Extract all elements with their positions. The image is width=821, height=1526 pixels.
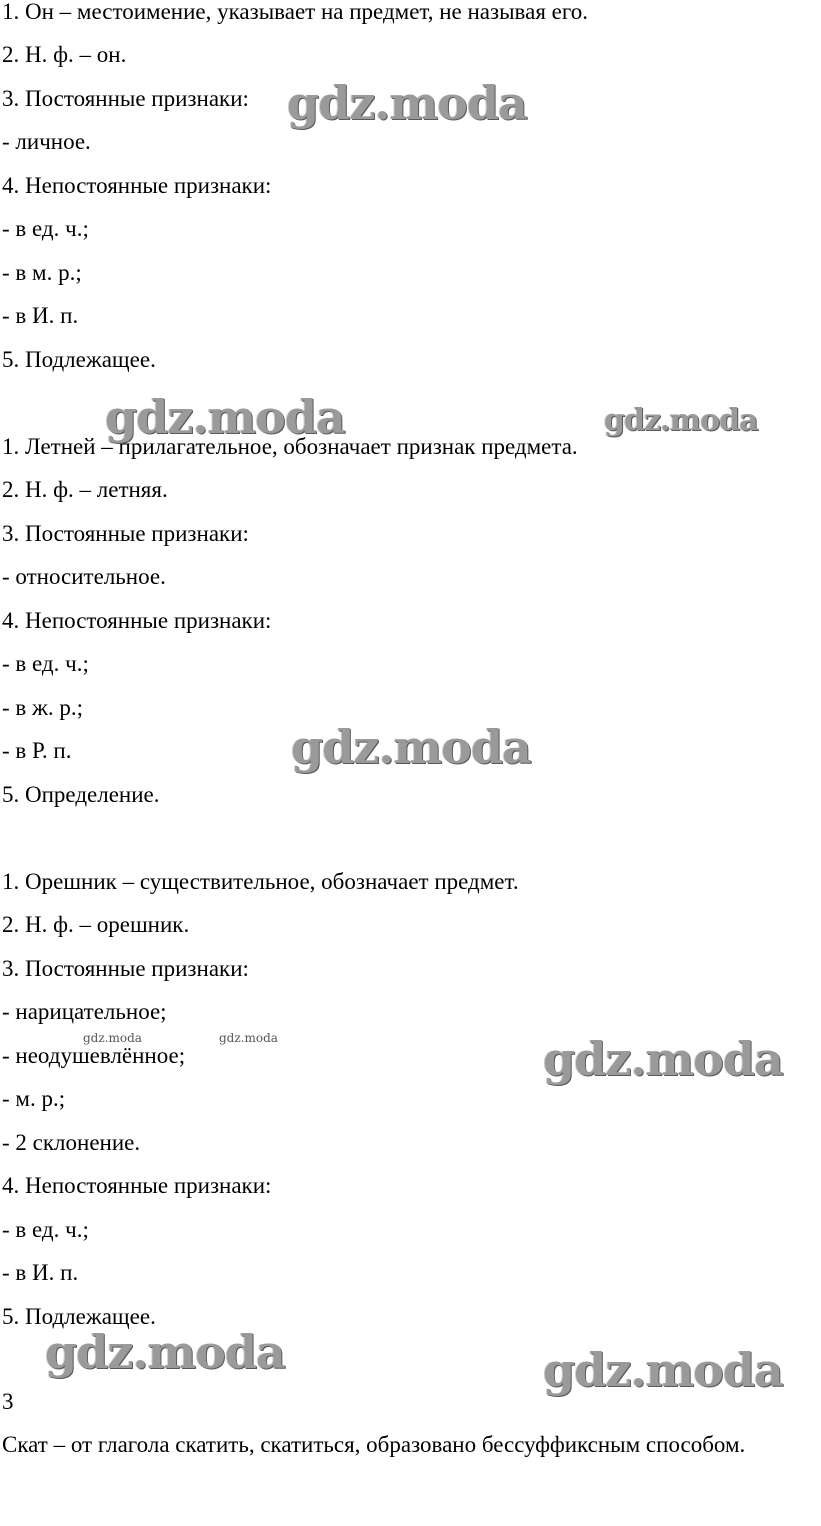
watermark-logo: gdz.moda [291,720,531,774]
text-line: - в ед. ч.; [2,651,89,676]
text-line: 2. Н. ф. – летняя. [2,477,168,502]
section-number: 3 [2,1389,14,1414]
final-paragraph: Скат – от глагола скатить, скатиться, образовано бессуффиксным способом. [2,1432,746,1457]
watermark-logo: gdz.moda [83,1031,142,1045]
watermark-logo: gdz.moda [105,390,345,444]
text-line: 3. Постоянные признаки: [2,956,249,981]
text-line: - в И. п. [2,1260,79,1285]
text-line: - в м. р.; [2,260,82,285]
watermark-logo: gdz.moda [219,1031,278,1045]
text-line: 3. Постоянные признаки: [2,521,249,546]
text-line: 5. Определение. [2,782,160,807]
text-line: 5. Подлежащее. [2,1304,156,1329]
text-line: 1. Орешник – существительное, обозначает предмет. [2,869,519,894]
text-line: - м. р.; [2,1086,66,1111]
watermark-logo: gdz.moda [543,1032,783,1086]
text-line: - неодушевлённое; [2,1043,186,1068]
text-line: - в ед. ч.; [2,216,89,241]
text-line: 1. Летней – прилагательное, обозначает признак предмета. [2,434,578,459]
watermark-logo: gdz.moda [45,1325,285,1379]
text-line: - в ед. ч.; [2,1217,89,1242]
text-line: - личное. [2,129,91,154]
text-line: 4. Непостоянные признаки: [2,173,272,198]
text-line: - нарицательное; [2,999,167,1024]
text-line: 1. Он – местоимение, указывает на предмет, не называя его. [2,0,588,24]
text-line: - в И. п. [2,303,79,328]
text-line: - в ж. р.; [2,695,84,720]
text-line: - в Р. п. [2,738,72,763]
watermark-logo: gdz.moda [543,1343,783,1397]
watermark-logo: gdz.moda [287,76,527,130]
text-line: 2. Н. ф. – он. [2,42,127,67]
text-line: - относительное. [2,564,166,589]
text-line: 2. Н. ф. – орешник. [2,912,190,937]
text-line: 4. Непостоянные признаки: [2,1173,272,1198]
text-line: 5. Подлежащее. [2,347,156,372]
text-line: 3. Постоянные признаки: [2,86,249,111]
text-line: - 2 склонение. [2,1130,141,1155]
watermark-logo: gdz.moda [604,403,758,438]
text-line: 4. Непостоянные признаки: [2,608,272,633]
